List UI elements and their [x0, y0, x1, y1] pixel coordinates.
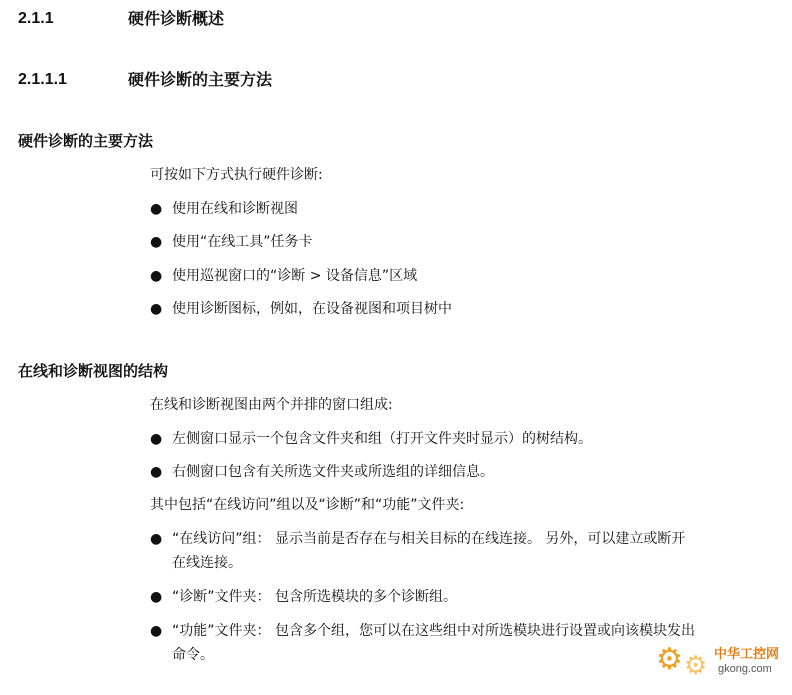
section-title: 硬件诊断概述 — [128, 9, 225, 28]
bullet-icon: ● — [150, 464, 163, 480]
gear-icon: ⚙ — [656, 642, 683, 677]
intro-paragraph: 可按如下方式执行硬件诊断: — [150, 167, 323, 183]
intro-paragraph-2: 其中包括“在线访问”组以及“诊断”和“功能”文件夹: — [150, 497, 465, 513]
bullet-icon: ● — [150, 431, 163, 447]
list-item-text: “功能”文件夹： 包含多个组，您可以在这些组中对所选模块进行设置或向该模块发出 — [172, 623, 695, 639]
bullet-icon: ● — [150, 531, 163, 547]
section-number: 2.1.1 — [18, 10, 54, 27]
list-item-text: 左侧窗口显示一个包含文件夹和组（打开文件夹时显示）的树结构。 — [172, 431, 592, 447]
list-item-text: 使用诊断图标，例如，在设备视图和项目树中 — [172, 301, 452, 317]
section-number: 2.1.1.1 — [18, 71, 67, 88]
bullet-icon: ● — [150, 201, 163, 217]
watermark-url: gkong.com — [718, 663, 772, 675]
bullet-icon: ● — [150, 623, 163, 639]
subheading-view-structure: 在线和诊断视图的结构 — [18, 362, 169, 380]
list-item-text: 命令。 — [172, 647, 214, 663]
bullet-icon: ● — [150, 589, 163, 605]
section-title: 硬件诊断的主要方法 — [128, 70, 273, 89]
list-item-text: 在线连接。 — [172, 555, 242, 571]
list-item-text: 使用“在线工具”任务卡 — [172, 234, 313, 250]
bullet-icon: ● — [150, 268, 163, 284]
bullet-icon: ● — [150, 234, 163, 250]
list-item-text: “在线访问”组： 显示当前是否存在与相关目标的在线连接。 另外，可以建立或断开 — [172, 531, 686, 547]
intro-paragraph: 在线和诊断视图由两个并排的窗口组成: — [150, 397, 393, 413]
subheading-main-methods: 硬件诊断的主要方法 — [18, 132, 154, 150]
gear-icon: ⚙ — [684, 651, 708, 681]
list-item-text: “诊断”文件夹： 包含所选模块的多个诊断组。 — [172, 589, 457, 605]
bullet-icon: ● — [150, 301, 163, 317]
watermark — [656, 641, 786, 685]
watermark-site: 中华工控网 — [714, 647, 780, 662]
list-item-text: 右侧窗口包含有关所选文件夹或所选组的详细信息。 — [172, 464, 494, 480]
list-item-text: 使用在线和诊断视图 — [172, 201, 298, 217]
list-item-text: 使用巡视窗口的“诊断 > 设备信息”区域 — [172, 268, 418, 284]
